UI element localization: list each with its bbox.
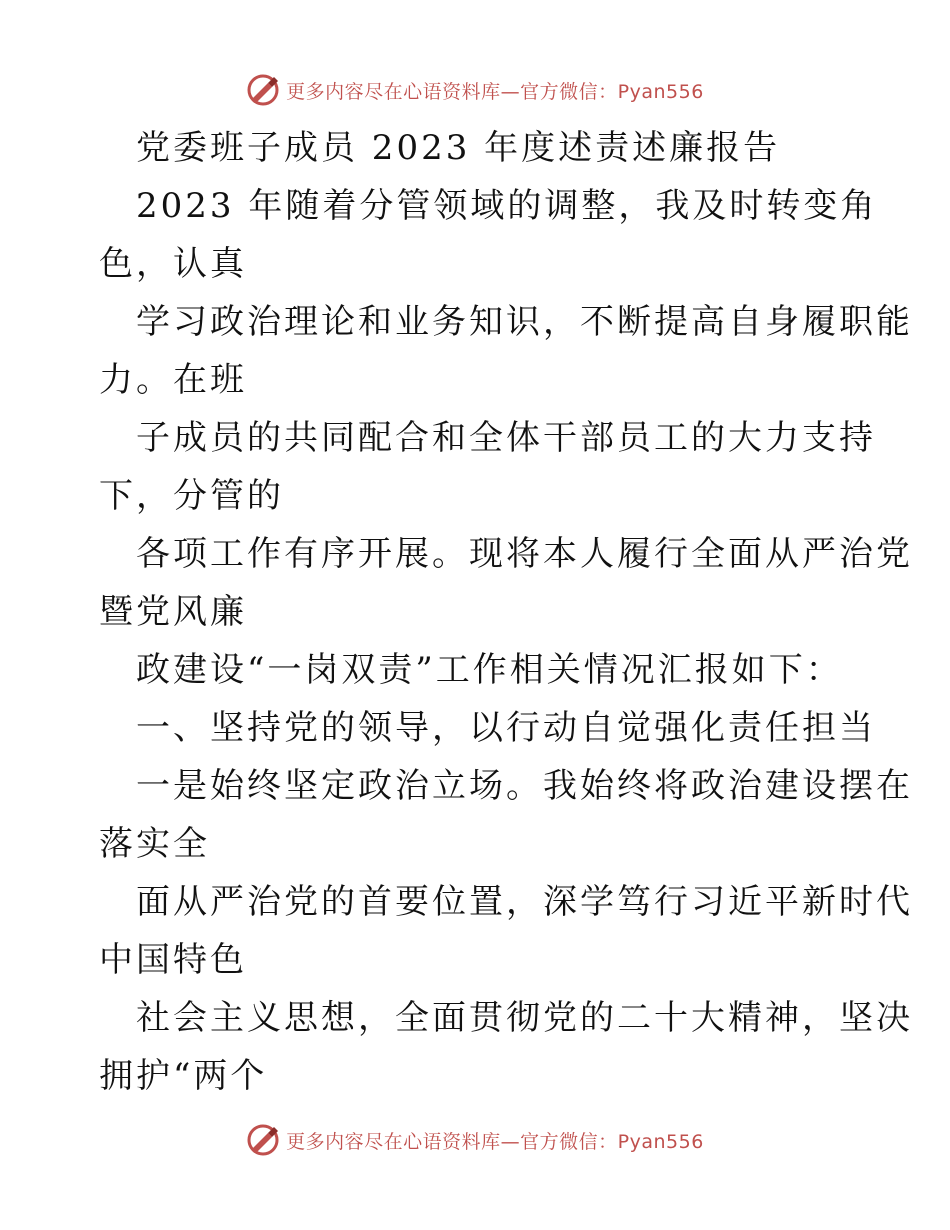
paragraph-line: 社会主义思想，全面贯彻党的二十大精神，坚决 (136, 998, 913, 1038)
paragraph-line: 各项工作有序开展。现将本人履行全面从严治党 (136, 534, 913, 574)
paragraph-line: 色，认真 (99, 244, 247, 284)
section-heading: 一、坚持党的领导，以行动自觉强化责任担当 (136, 708, 876, 748)
paragraph-line: 子成员的共同配合和全体干部员工的大力支持 (136, 418, 876, 458)
pen-logo-icon (246, 73, 280, 107)
footer-watermark-text: 更多内容尽在心语资料库—官方微信：Pyan556 (286, 1130, 704, 1153)
paragraph-line: 拥护“两个 (99, 1056, 268, 1096)
paragraph-line: 下，分管的 (99, 476, 284, 516)
paragraph-line: 力。在班 (99, 360, 247, 400)
footer-watermark (0, 1120, 950, 1160)
paragraph-line: 落实全 (99, 824, 210, 864)
paragraph-line: 面从严治党的首要位置，深学笃行习近平新时代 (136, 882, 913, 922)
header-watermark (0, 70, 950, 110)
paragraph-line: 中国特色 (99, 940, 247, 980)
paragraph-line: 暨党风廉 (99, 592, 247, 632)
paragraph-line: 一是始终坚定政治立场。我始终将政治建设摆在 (136, 766, 913, 806)
pen-logo-icon (246, 1123, 280, 1157)
document-title: 党委班子成员 2023 年度述责述廉报告 (136, 128, 781, 168)
paragraph-line: 2023 年随着分管领域的调整，我及时转变角 (136, 186, 878, 226)
paragraph-line: 学习政治理论和业务知识，不断提高自身履职能 (136, 302, 913, 342)
header-watermark-text: 更多内容尽在心语资料库—官方微信：Pyan556 (286, 80, 704, 103)
paragraph-line: 政建设“一岗双责”工作相关情况汇报如下： (136, 650, 843, 690)
